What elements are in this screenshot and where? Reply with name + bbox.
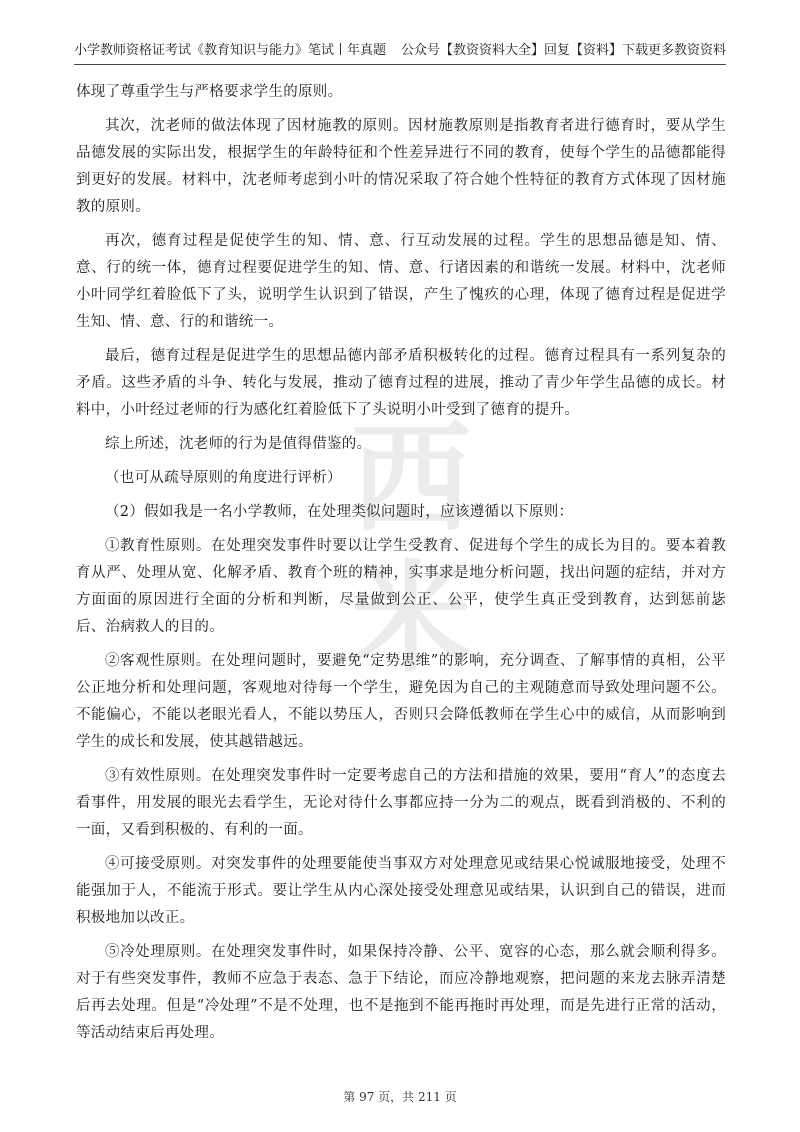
page-number: 第 97 页，共 211 页 [343, 1090, 457, 1104]
paragraph: 其次，沈老师的做法体现了因材施教的原则。因材施教原则是指教育者进行德育时，要从学生品德发展的实际出发，根据学生的年龄特征和个性差异进行不同的教育，使每个学生的品德都能得到更好的发展。材料中，沈老师考虑到小叶的情况采取了符合她个性特征的教育方式体现了因材施教的原则。 [76, 118, 726, 215]
paragraph: 体现了尊重学生与严格要求学生的原则。 [76, 84, 343, 100]
paragraph: ②客观性原则。在处理问题时，要避免“定势思维”的影响，充分调查、了解事情的真相，公平公正地分析和处理问题，客观地对待每一个学生，避免因为自己的主观随意而导致处理问题不公。不能偏心，不能以老眼光看人，不能以势压人，否则只会降低教师在学生心中的威信，从而影响到学生的成长和发展，使其越错越远。 [76, 653, 726, 750]
paragraph: 综上所述，沈老师的行为是值得借鉴的。 [105, 436, 372, 452]
paragraph: 再次，德育过程是促使学生的知、情、意、行互动发展的过程。学生的思想品德是知、情、意、行的统一体，德育过程要促进学生的知、情、意、行诸因素的和谐统一发展。材料中，沈老师小叶同学红着脸低下了头，说明学生认识到了错误，产生了愧疚的心理，体现了德育过程是促进学生知、情、意、行的和谐统一。 [76, 233, 726, 330]
paragraph: （也可从疏导原则的角度进行评析） [105, 470, 342, 486]
header-promo: 公众号【教资资料大全】回复【资料】下载更多教资资料 [400, 43, 726, 58]
watermark-logo: 西米 [351, 410, 479, 689]
paragraph: （2）假如我是一名小学教师，在处理类似问题时，应该遵循以下原则： [105, 504, 574, 520]
paragraph: 最后，德育过程是促进学生的思想品德内部矛盾积极转化的过程。德育过程具有一系列复杂的矛盾。这些矛盾的斗争、转化与发展，推动了德育过程的进展，推动了青少年学生品德的成长。材料中，小叶经过老师的行为感化红着脸低下了头说明小叶受到了德育的提升。 [76, 348, 726, 418]
page-header [74, 38, 726, 65]
paragraph: ④可接受原则。对突发事件的处理要能使当事双方对处理意见或结果心悦诚服地接受，处理不能强加于人，不能流于形式。要让学生从内心深处接受处理意见或结果，认识到自己的错误，进而积极地加以改正。 [76, 856, 726, 926]
paragraph: ①教育性原则。在处理突发事件时要以让学生受教育、促进每个学生的成长为目的。要本着教育从严、处理从宽、化解矛盾、教育个班的精神，实事求是地分析问题，找出问题的症结，并对方方面面的原因进行全面的分析和判断，尽量做到公正、公平，使学生真正受到教育，达到惩前毖后、治病救人的目的。 [76, 538, 726, 635]
paragraph: ⑤冷处理原则。在处理突发事件时，如果保持冷静、公平、宽容的心态，那么就会顺利得多。对于有些突发事件，教师不应急于表态、急于下结论，而应冷静地观察，把问题的来龙去脉弄清楚后再去处理。但是“冷处理”不是不处理，也不是拖到不能再拖时再处理，而是先进行正常的活动，等活动结束后再处理。 [76, 944, 726, 1041]
document-body [76, 79, 726, 1054]
header-title: 小学教师资格证考试《教育知识与能力》笔试丨年真题 [74, 43, 387, 58]
paragraph: ③有效性原则。在处理突发事件时一定要考虑自己的方法和措施的效果，要用“育人”的态度去看事件，用发展的眼光去看学生，无论对待什么事都应持一分为二的观点，既看到消极的、不利的一面，又看到积极的、有利的一面。 [76, 768, 726, 838]
